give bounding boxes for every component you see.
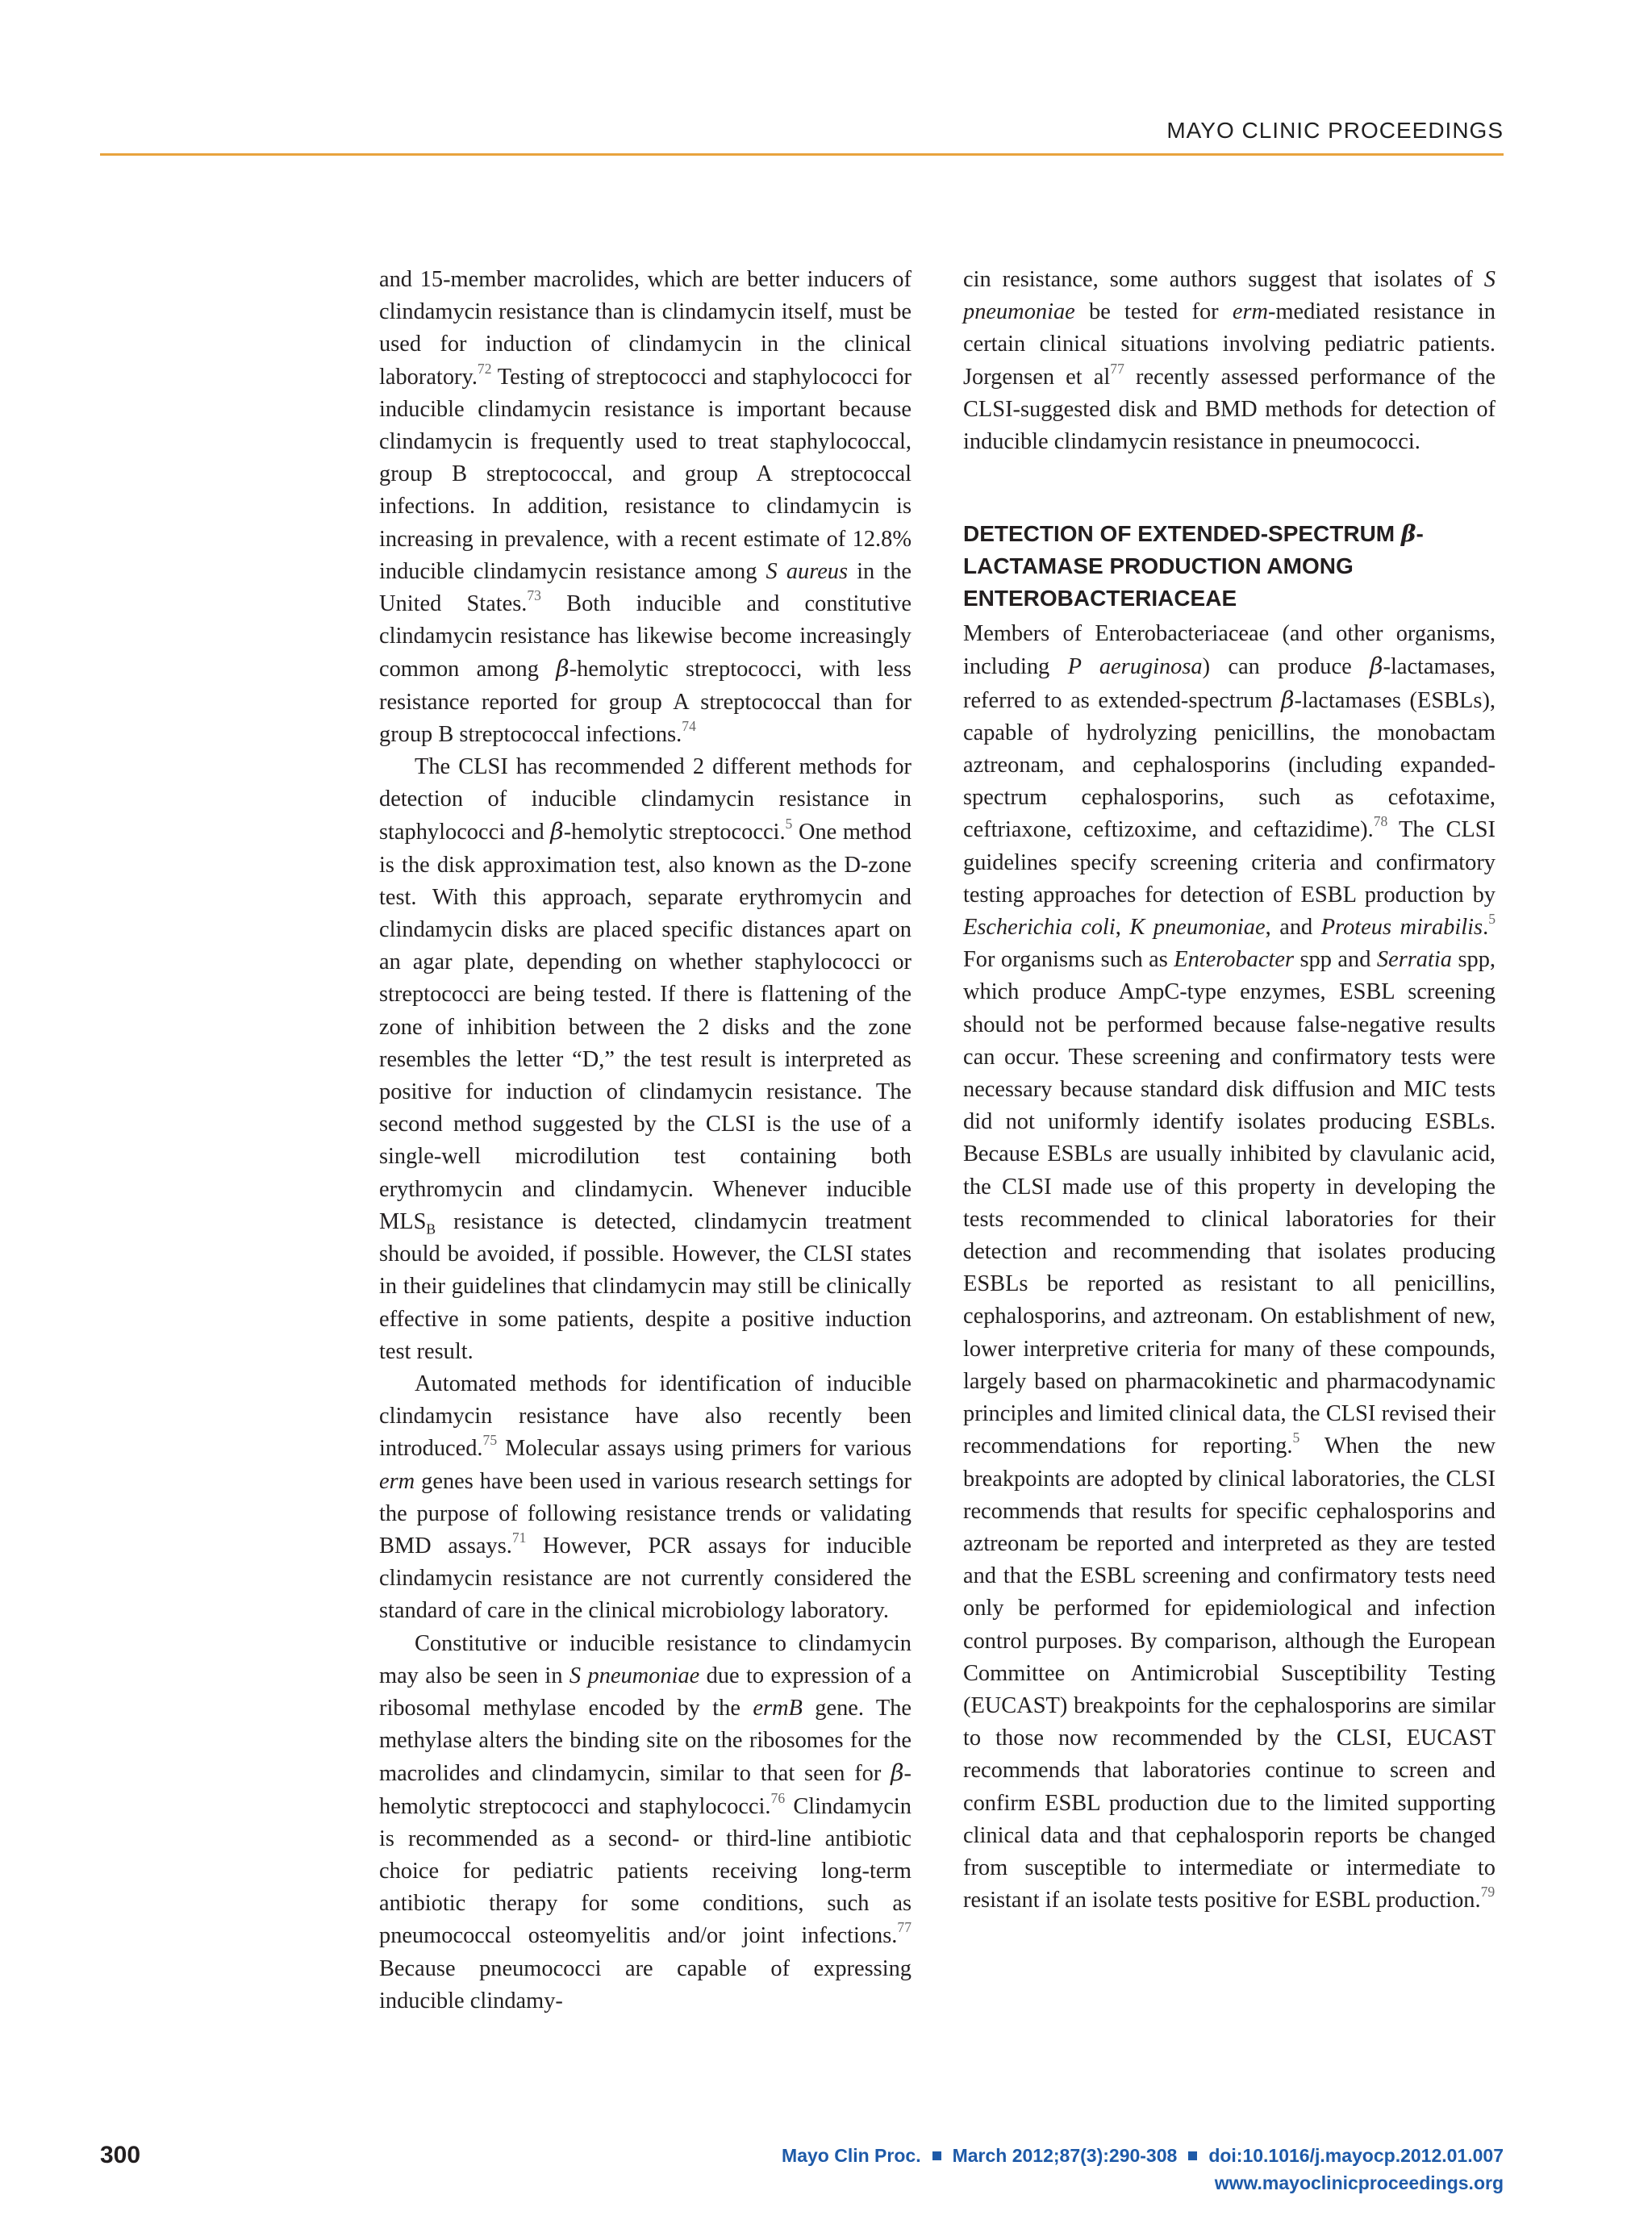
footer-citation [782,2142,1504,2197]
bullet-square-icon [1188,2151,1197,2160]
beta-symbol: β [891,1759,904,1787]
beta-symbol: β [1281,686,1295,713]
citation-ref: 5 [785,816,793,832]
citation-ref: 75 [482,1432,498,1449]
section-heading: DETECTION OF EXTENDED-SPECTRUM β-LACTAMASE PRODUCTION AMONG ENTEROBACTERIACEAE [963,520,1424,611]
paragraph: Constitutive or inducible resistance to clindamycin may also be seen in S pneumoniae due to expression of a ribosomal methylase encoded by the ermB gene. The methylase alters the binding site on the ribosomes for the macrolides and clindamycin, similar to that seen for β-hemolytic streptococci and staphylococci.$^{76}$ Clindamycin is recommended as a second- or third-line antibiotic choice for pediatric patients receiving long-term antibiotic therapy for some conditions, such as pneumococcal osteomyelitis and/or joint infections.$^{77}$ Because pneumococci are capable of expressing inducible clindamy- [379,1630,912,2013]
bullet-square-icon [932,2151,941,2160]
page-number: 300 [100,2142,141,2168]
citation-ref: 76 [770,1789,786,1806]
citation-ref: 79 [1480,1883,1496,1900]
paragraph: Members of Enterobacteriaceae (and other organisms, including P aeruginosa) can produce β-lactamases, referred to as extended-spectrum β-lactamases (ESBLs), capable of hydrolyzing penicillins, the monobactam aztreonam, and cephalosporins (including expanded-spectrum cephalosporins, such as cefotaxime, ceftriaxone, ceftizoxime, and ceftazidime).$^{78}$ The CLSI guidelines specify screening criteria and confirmatory testing approaches for detection of ESBL production by Escherichia coli, K pneumoniae, and Proteus mirabilis.$^5$ For organisms such as Enterobacter spp and Serratia spp, which produce AmpC-type enzymes, ESBL screening should not be performed because false-negative results can occur. These screening and confirmatory tests were necessary because standard disk diffusion and MIC tests did not uniformly identify isolates producing ESBLs. Because ESBLs are usually inhibited by clavulanic acid, the CLSI made use of this property in developing the tests recommended to clinical laboratories for their detection and recommending that isolates producing ESBLs be reported as resistant to all penicillins, cephalosporins, and aztreonam. On establishment of new, lower interpretive criteria for many of these compounds, largely based on pharmacokinetic and pharmacodynamic principles and limited clinical data, the CLSI revised their recommendations for reporting.$^5$ When the new breakpoints are adopted by clinical laboratories, the CLSI recommends that results for specific cephalosporins and aztreonam be reported and interpreted as they are tested and that the ESBL screening and confirmatory tests need only be performed for epidemiological and infection control purposes. By comparison, although the European Committee on Antimicrobial Susceptibility Testing (EUCAST) breakpoints for the cephalosporins are similar to those now recommended by the CLSI, EUCAST recommends that laboratories continue to screen and confirm ESBL production due to the limited supporting clinical data and that cephalosporin reports be changed from susceptible to intermediate or intermediate to resistant if an isolate tests positive for ESBL production.$^{79}$ [963,621,1496,1913]
paragraph: and 15-member macrolides, which are better inducers of clindamycin resistance than is clindamycin itself, must be used for induction of clindamycin in the clinical laboratory.$^{72}$ Testing of streptococci and staphylococci for inducible clindamycin resistance is important because clindamycin is frequently used to treat staphylococcal, group B streptococcal, and group A streptococcal infections. In addition, resistance to clindamycin is increasing in prevalence, with a recent estimate of 12.8% inducible clindamycin resistance among S aureus in the United States.$^{73}$ Both inducible and constitutive clindamycin resistance has likewise become increasingly common among β-hemolytic streptococci, with less resistance reported for group A streptococcal than for group B streptococcal infections.$^{74}$ [379,267,912,747]
website-link[interactable]: www.mayoclinicproceedings.org [1214,2172,1504,2193]
citation-ref: 77 [897,1919,912,1936]
issue-info: March 2012;87(3):290-308 [952,2145,1178,2166]
beta-symbol: β [550,818,564,845]
citation-ref: 72 [477,360,492,377]
journal-abbrev: Mayo Clin Proc. [782,2145,921,2166]
citation-ref: 71 [511,1529,527,1546]
paragraph: Automated methods for identification of inducible clindamycin resistance have also recently been introduced.$^{75}$ Molecular assays using primers for various erm genes have been used in various research settings for the purpose of following resistance trends or validating BMD assays.$^{71}$ However, PCR assays for inducible clindamycin resistance are not currently considered the standard of care in the clinical microbiology laboratory. [379,1371,912,1624]
citation-ref: 5 [1292,1429,1300,1446]
citation-ref: 78 [1373,813,1388,830]
citation-ref: 73 [527,586,541,603]
citation-ref: 74 [682,717,696,734]
doi-link[interactable]: doi:10.1016/j.mayocp.2012.01.007 [1208,2145,1504,2166]
citation-ref: 5 [1488,910,1496,927]
footer-citation-line [782,2142,1504,2169]
paragraph: cin resistance, some authors suggest that isolates of S pneumoniae be tested for erm-mediated resistance in certain clinical situations involving pediatric patients. Jorgensen et $al^{77}$ recently assessed performance of the CLSI-suggested disk and BMD methods for detection of inducible clindamycin resistance in pneumococci. [963,267,1496,455]
left-column [379,264,912,2018]
journal-header [100,116,1504,156]
right-column [963,264,1496,1917]
citation-ref: 77 [1110,360,1124,377]
beta-symbol: β [556,655,569,682]
beta-symbol: β [1400,520,1416,548]
journal-title: MAYO CLINIC PROCEEDINGS [1166,118,1504,143]
beta-symbol: β [1370,653,1383,680]
paragraph: The CLSI has recommended 2 different methods for detection of inducible clindamycin resistance in staphylococci and β-hemolytic streptococci.$^5$ One method is the disk approximation test, also known as the D-zone test. With this approach, separate erythromycin and clindamycin disks are placed specific distances apart on an agar plate, depending on whether staphylococci or streptococci are being tested. If there is flattening of the zone of inhibition between the 2 disks and the zone resembles the letter “D,” the test result is interpreted as positive for induction of clindamycin resistance. The second method suggested by the CLSI is the use of a single-well microdilution test containing both erythromycin and clindamycin. Whenever inducible $MLS_B$ resistance is detected, clindamycin treatment should be avoided, if possible. However, the CLSI states in their guidelines that clindamycin may still be clinically effective in some patients, despite a positive induction test result. [379,754,912,1364]
